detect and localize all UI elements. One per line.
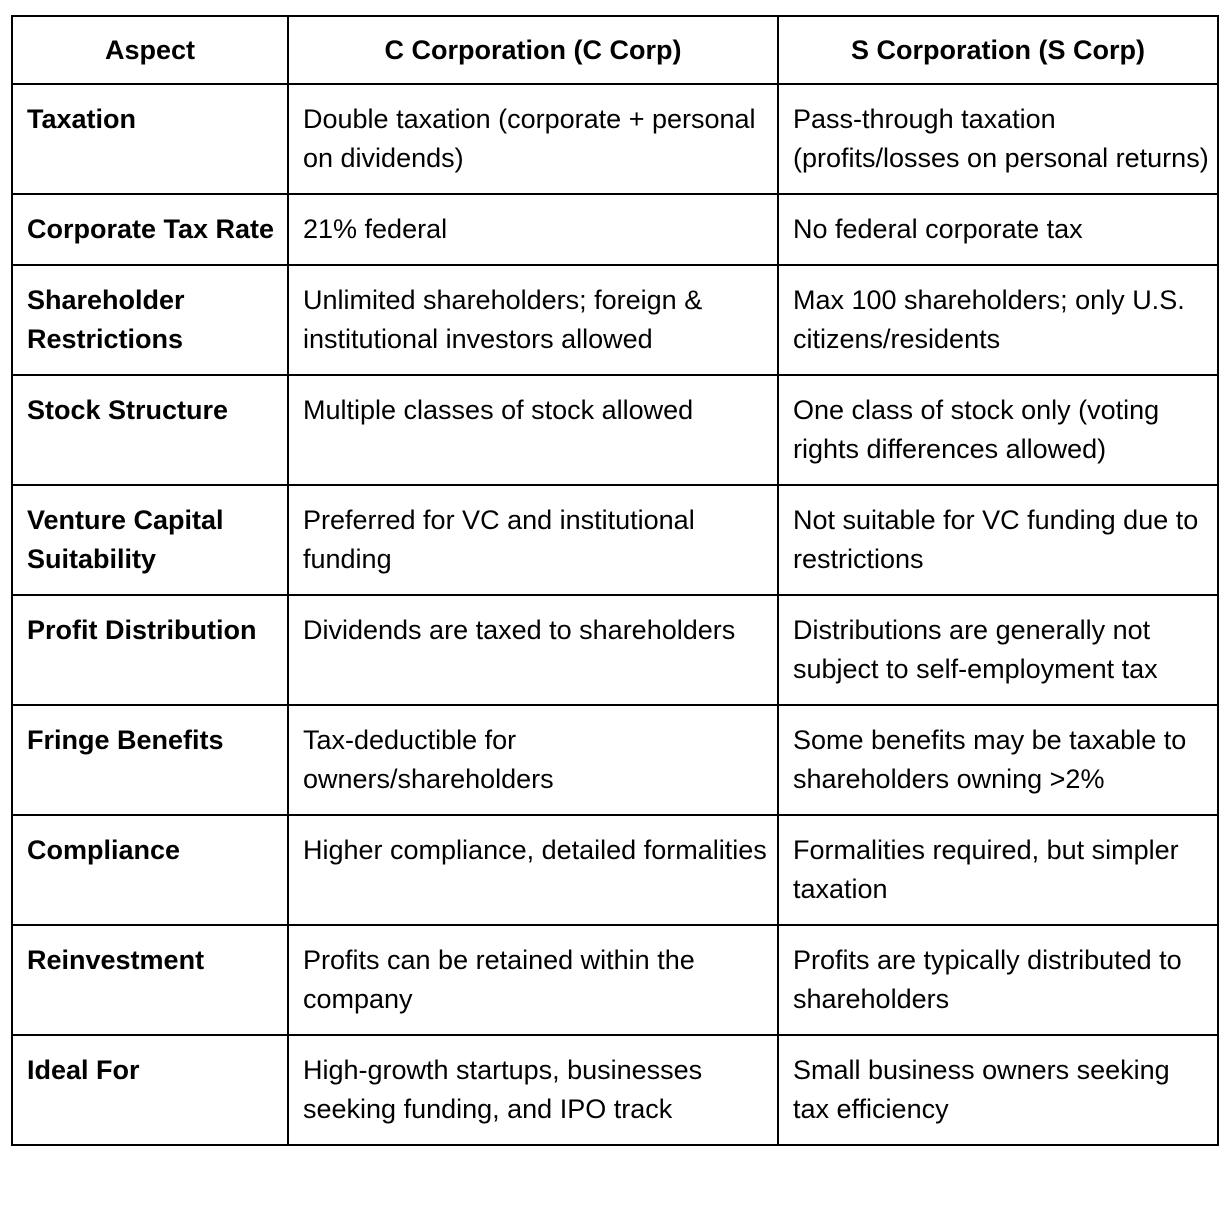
c-corp-cell: 21% federal [288,194,778,265]
s-corp-cell: One class of stock only (voting rights differences allowed) [778,375,1218,485]
s-corp-cell: Max 100 shareholders; only U.S. citizens/residents [778,265,1218,375]
aspect-cell: Profit Distribution [12,595,288,705]
comparison-table-container [11,15,1217,1146]
header-s-corp: S Corporation (S Corp) [778,16,1218,84]
aspect-cell: Compliance [12,815,288,925]
s-corp-cell: Profits are typically distributed to shareholders [778,925,1218,1035]
aspect-cell: Taxation [12,84,288,194]
c-corp-cell: Tax-deductible for owners/shareholders [288,705,778,815]
table-row [12,84,1218,194]
aspect-cell: Reinvestment [12,925,288,1035]
c-corp-cell: Double taxation (corporate + personal on dividends) [288,84,778,194]
c-corp-cell: High-growth startups, businesses seeking funding, and IPO track [288,1035,778,1145]
aspect-cell: Venture Capital Suitability [12,485,288,595]
c-corp-cell: Preferred for VC and institutional funding [288,485,778,595]
s-corp-cell: Some benefits may be taxable to shareholders owning >2% [778,705,1218,815]
header-aspect: Aspect [12,16,288,84]
aspect-cell: Corporate Tax Rate [12,194,288,265]
s-corp-cell: No federal corporate tax [778,194,1218,265]
table-row [12,485,1218,595]
table-row [12,1035,1218,1145]
s-corp-cell: Not suitable for VC funding due to restrictions [778,485,1218,595]
c-corp-cell: Higher compliance, detailed formalities [288,815,778,925]
aspect-cell: Stock Structure [12,375,288,485]
s-corp-cell: Small business owners seeking tax efficiency [778,1035,1218,1145]
table-row [12,194,1218,265]
c-corp-cell: Profits can be retained within the company [288,925,778,1035]
table-row [12,705,1218,815]
table-row [12,375,1218,485]
aspect-cell: Ideal For [12,1035,288,1145]
table-header [12,16,1218,84]
comparison-table [11,15,1219,1146]
aspect-cell: Fringe Benefits [12,705,288,815]
table-row [12,595,1218,705]
c-corp-cell: Multiple classes of stock allowed [288,375,778,485]
table-row [12,265,1218,375]
header-c-corp: C Corporation (C Corp) [288,16,778,84]
table-row [12,815,1218,925]
header-row [12,16,1218,84]
table-body [12,84,1218,1145]
aspect-cell: Shareholder Restrictions [12,265,288,375]
c-corp-cell: Unlimited shareholders; foreign & institutional investors allowed [288,265,778,375]
s-corp-cell: Distributions are generally not subject to self-employment tax [778,595,1218,705]
s-corp-cell: Formalities required, but simpler taxation [778,815,1218,925]
s-corp-cell: Pass-through taxation (profits/losses on personal returns) [778,84,1218,194]
table-row [12,925,1218,1035]
c-corp-cell: Dividends are taxed to shareholders [288,595,778,705]
